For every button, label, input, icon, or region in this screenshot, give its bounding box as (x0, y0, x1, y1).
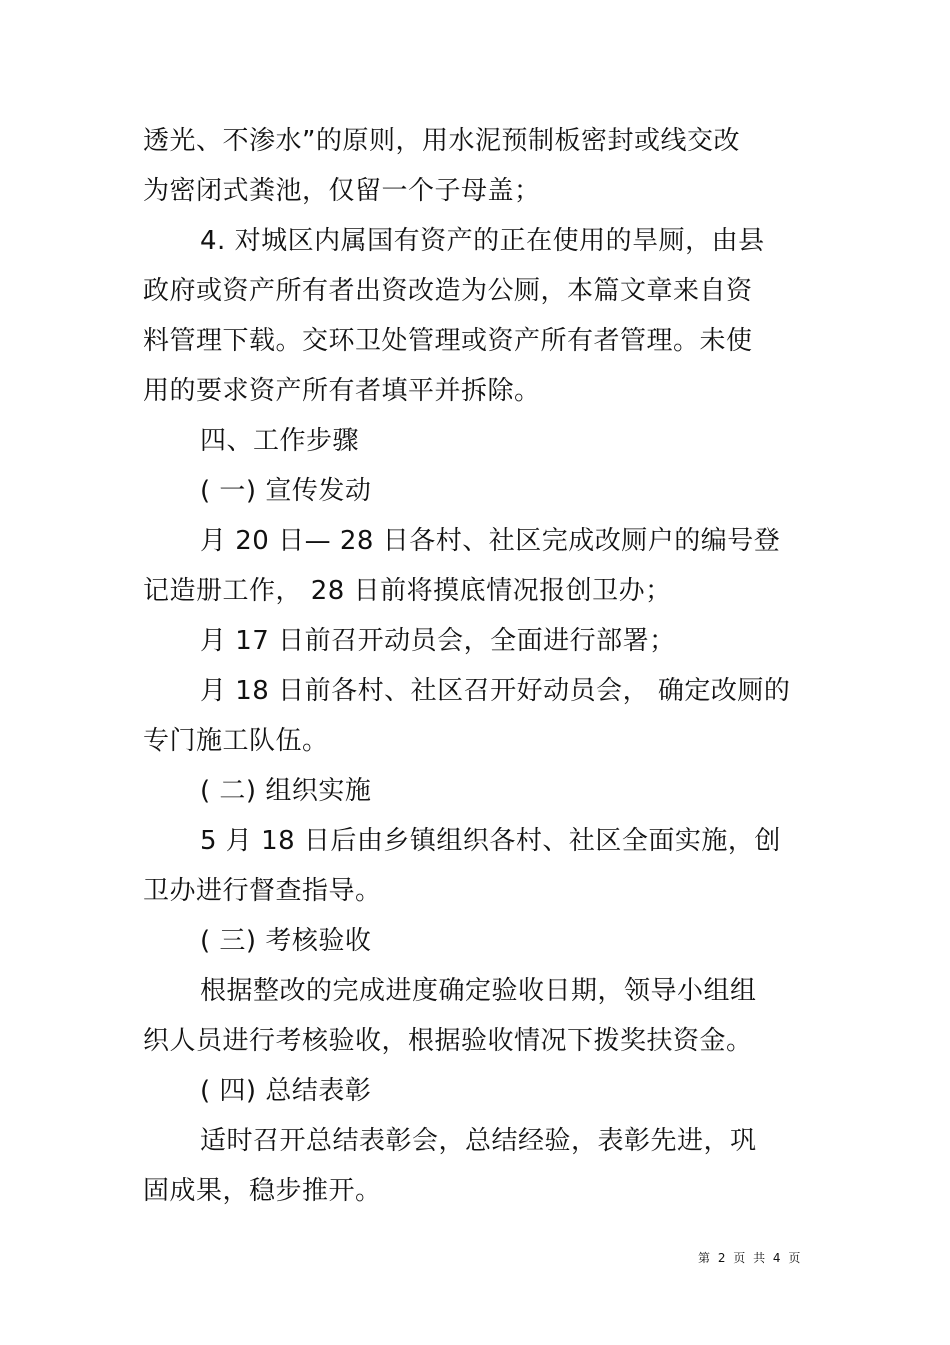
section-heading: 四、工作步骤 (200, 426, 360, 456)
body-text-line: 为密闭式粪池，仅留一个子母盖； (143, 176, 541, 206)
body-text-line: 月 18 日前各村、社区召开好动员会， 确定改厕的 (200, 676, 791, 706)
subsection-heading: ( 四) 总结表彰 (200, 1076, 372, 1106)
body-text-line: 透光、不渗水”的原则，用水泥预制板密封或线交改 (143, 126, 740, 156)
subsection-heading: ( 三) 考核验收 (200, 926, 372, 956)
body-text-line: 月 17 日前召开动员会，全面进行部署； (200, 626, 676, 656)
body-text-line: 根据整改的完成进度确定验收日期，领导小组组 (200, 976, 757, 1006)
body-text-line: 月 20 日— 28 日各村、社区完成改厕户的编号登 (200, 526, 781, 556)
body-text-line: 政府或资产所有者出资改造为公厕，本篇文章来自资 (143, 276, 753, 306)
body-text-line: 4. 对城区内属国有资产的正在使用的旱厕，由县 (200, 226, 765, 256)
body-text-line: 织人员进行考核验收，根据验收情况下拨奖扶资金。 (143, 1026, 753, 1056)
page-number-footer: 第 2 页 共 4 页 (698, 1251, 801, 1265)
subsection-heading: ( 一) 宣传发动 (200, 476, 372, 506)
body-text-line: 固成果，稳步推开。 (143, 1176, 382, 1206)
body-text-line: 记造册工作， 28 日前将摸底情况报创卫办； (143, 576, 672, 606)
body-text-line: 适时召开总结表彰会，总结经验，表彰先进，巩 (200, 1126, 757, 1156)
body-text-line: 5 月 18 日后由乡镇组织各村、社区全面实施，创 (200, 826, 781, 856)
body-text-line: 料管理下载。交环卫处管理或资产所有者管理。未使 (143, 326, 753, 356)
body-text-line: 卫办进行督查指导。 (143, 876, 382, 906)
body-text-line: 专门施工队伍。 (143, 726, 329, 756)
body-text-line: 用的要求资产所有者填平并拆除。 (143, 376, 541, 406)
subsection-heading: ( 二) 组织实施 (200, 776, 372, 806)
